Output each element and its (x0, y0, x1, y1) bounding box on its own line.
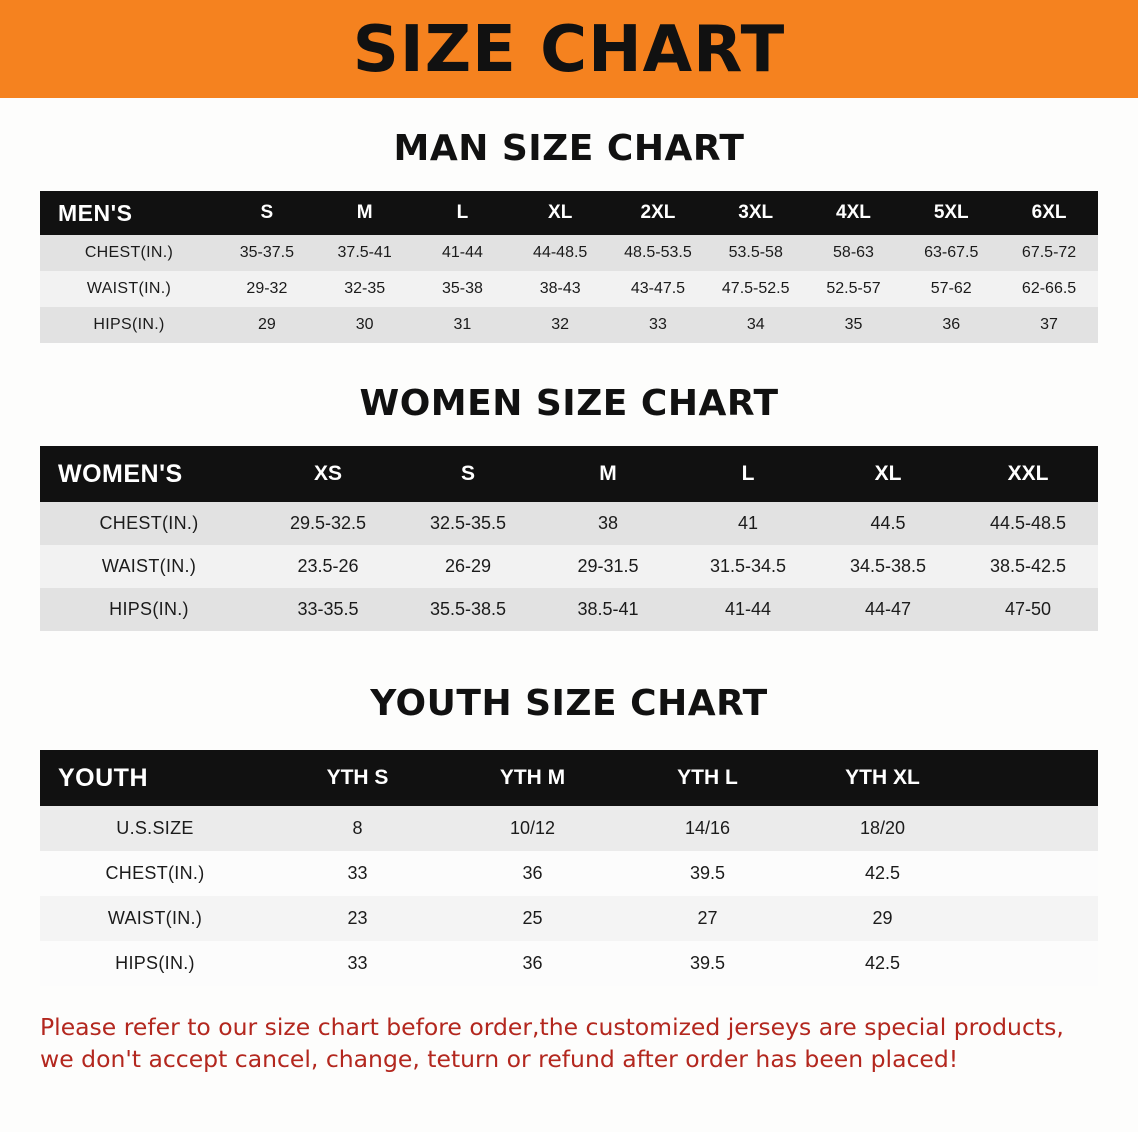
youth-section-heading: YOUTH SIZE CHART (370, 683, 768, 724)
men-row-label: WAIST(IN.) (40, 271, 218, 307)
men-cell: 53.5-58 (707, 235, 805, 271)
table-row (40, 235, 1098, 271)
women-row-label: CHEST(IN.) (40, 502, 258, 545)
women-col-header: L (678, 446, 818, 502)
men-cell: 37 (1000, 307, 1098, 343)
disclaimer-note (0, 1012, 1138, 1075)
men-size-table (40, 191, 1098, 343)
women-cell: 35.5-38.5 (398, 588, 538, 631)
men-cell: 52.5-57 (805, 271, 903, 307)
youth-cell: 18/20 (795, 806, 970, 851)
men-cell: 58-63 (805, 235, 903, 271)
men-cell: 29-32 (218, 271, 316, 307)
men-cell: 35-37.5 (218, 235, 316, 271)
men-cell: 44-48.5 (511, 235, 609, 271)
disclaimer-line-1: Please refer to our size chart before order,the customized jerseys are special products, (40, 1013, 1064, 1041)
table-row (40, 896, 1098, 941)
women-cell: 23.5-26 (258, 545, 398, 588)
youth-cell-filler (970, 851, 1098, 896)
disclaimer-line-2: we don't accept cancel, change, teturn or refund after order has been placed! (40, 1044, 959, 1073)
women-size-table (40, 446, 1098, 631)
youth-row-label: U.S.SIZE (40, 806, 270, 851)
women-cell: 33-35.5 (258, 588, 398, 631)
youth-size-table (40, 750, 1098, 986)
women-section-heading: WOMEN SIZE CHART (359, 383, 779, 424)
men-cell: 35 (805, 307, 903, 343)
women-cell: 32.5-35.5 (398, 502, 538, 545)
youth-cell: 39.5 (620, 941, 795, 986)
men-cell: 38-43 (511, 271, 609, 307)
women-cell: 38.5-42.5 (958, 545, 1098, 588)
youth-cell-filler (970, 806, 1098, 851)
youth-cell: 36 (445, 851, 620, 896)
men-col-header: 3XL (707, 191, 805, 235)
women-col-header: S (398, 446, 538, 502)
men-cell: 32 (511, 307, 609, 343)
table-row (40, 941, 1098, 986)
women-cell: 31.5-34.5 (678, 545, 818, 588)
table-row (40, 271, 1098, 307)
men-col-header: 5XL (902, 191, 1000, 235)
youth-cell: 36 (445, 941, 620, 986)
women-cell: 38 (538, 502, 678, 545)
men-row-label: HIPS(IN.) (40, 307, 218, 343)
youth-corner-label: YOUTH (40, 750, 270, 806)
table-row (40, 806, 1098, 851)
youth-cell: 25 (445, 896, 620, 941)
table-header-row (40, 750, 1098, 806)
men-cell: 34 (707, 307, 805, 343)
women-col-header: XL (818, 446, 958, 502)
men-cell: 32-35 (316, 271, 414, 307)
women-cell: 34.5-38.5 (818, 545, 958, 588)
men-cell: 41-44 (414, 235, 512, 271)
page-title: SIZE CHART (352, 13, 786, 87)
men-cell: 29 (218, 307, 316, 343)
youth-col-header: YTH XL (795, 750, 970, 806)
men-cell: 47.5-52.5 (707, 271, 805, 307)
table-row (40, 851, 1098, 896)
youth-cell: 42.5 (795, 941, 970, 986)
women-row-label: WAIST(IN.) (40, 545, 258, 588)
men-row-label: CHEST(IN.) (40, 235, 218, 271)
men-cell: 62-66.5 (1000, 271, 1098, 307)
youth-cell: 23 (270, 896, 445, 941)
man-section-heading: MAN SIZE CHART (393, 128, 745, 169)
women-table-wrapper (0, 446, 1138, 631)
women-cell: 44.5 (818, 502, 958, 545)
youth-col-header: YTH M (445, 750, 620, 806)
table-row (40, 588, 1098, 631)
men-col-header: XL (511, 191, 609, 235)
men-cell: 31 (414, 307, 512, 343)
table-row (40, 502, 1098, 545)
men-cell: 36 (902, 307, 1000, 343)
women-cell: 44.5-48.5 (958, 502, 1098, 545)
men-cell: 30 (316, 307, 414, 343)
youth-cell: 27 (620, 896, 795, 941)
men-cell: 57-62 (902, 271, 1000, 307)
youth-col-header: YTH S (270, 750, 445, 806)
men-cell: 37.5-41 (316, 235, 414, 271)
men-col-header: S (218, 191, 316, 235)
men-col-header: M (316, 191, 414, 235)
youth-cell: 29 (795, 896, 970, 941)
men-cell: 63-67.5 (902, 235, 1000, 271)
women-cell: 29-31.5 (538, 545, 678, 588)
youth-row-label: CHEST(IN.) (40, 851, 270, 896)
women-cell: 29.5-32.5 (258, 502, 398, 545)
youth-cell: 14/16 (620, 806, 795, 851)
youth-cell: 33 (270, 941, 445, 986)
women-cell: 41-44 (678, 588, 818, 631)
header-banner (0, 0, 1138, 98)
youth-cell-filler (970, 941, 1098, 986)
youth-cell: 10/12 (445, 806, 620, 851)
women-col-header: XXL (958, 446, 1098, 502)
men-col-header: 6XL (1000, 191, 1098, 235)
women-col-header: XS (258, 446, 398, 502)
women-cell: 44-47 (818, 588, 958, 631)
men-cell: 67.5-72 (1000, 235, 1098, 271)
table-header-row (40, 446, 1098, 502)
youth-cell-filler (970, 896, 1098, 941)
table-header-row (40, 191, 1098, 235)
women-cell: 26-29 (398, 545, 538, 588)
women-row-label: HIPS(IN.) (40, 588, 258, 631)
youth-cell: 8 (270, 806, 445, 851)
men-cell: 35-38 (414, 271, 512, 307)
men-col-header: 4XL (805, 191, 903, 235)
table-row (40, 545, 1098, 588)
table-row (40, 307, 1098, 343)
man-table-wrapper (0, 191, 1138, 343)
youth-cell: 42.5 (795, 851, 970, 896)
youth-table-wrapper (0, 750, 1138, 986)
women-cell: 41 (678, 502, 818, 545)
women-cell: 47-50 (958, 588, 1098, 631)
youth-cell: 39.5 (620, 851, 795, 896)
youth-cell: 33 (270, 851, 445, 896)
youth-header-filler (970, 750, 1098, 806)
men-cell: 48.5-53.5 (609, 235, 707, 271)
women-corner-label: WOMEN'S (40, 446, 258, 502)
men-corner-label: MEN'S (40, 191, 218, 235)
men-col-header: L (414, 191, 512, 235)
women-col-header: M (538, 446, 678, 502)
men-cell: 33 (609, 307, 707, 343)
youth-row-label: WAIST(IN.) (40, 896, 270, 941)
men-col-header: 2XL (609, 191, 707, 235)
youth-row-label: HIPS(IN.) (40, 941, 270, 986)
women-cell: 38.5-41 (538, 588, 678, 631)
youth-col-header: YTH L (620, 750, 795, 806)
men-cell: 43-47.5 (609, 271, 707, 307)
